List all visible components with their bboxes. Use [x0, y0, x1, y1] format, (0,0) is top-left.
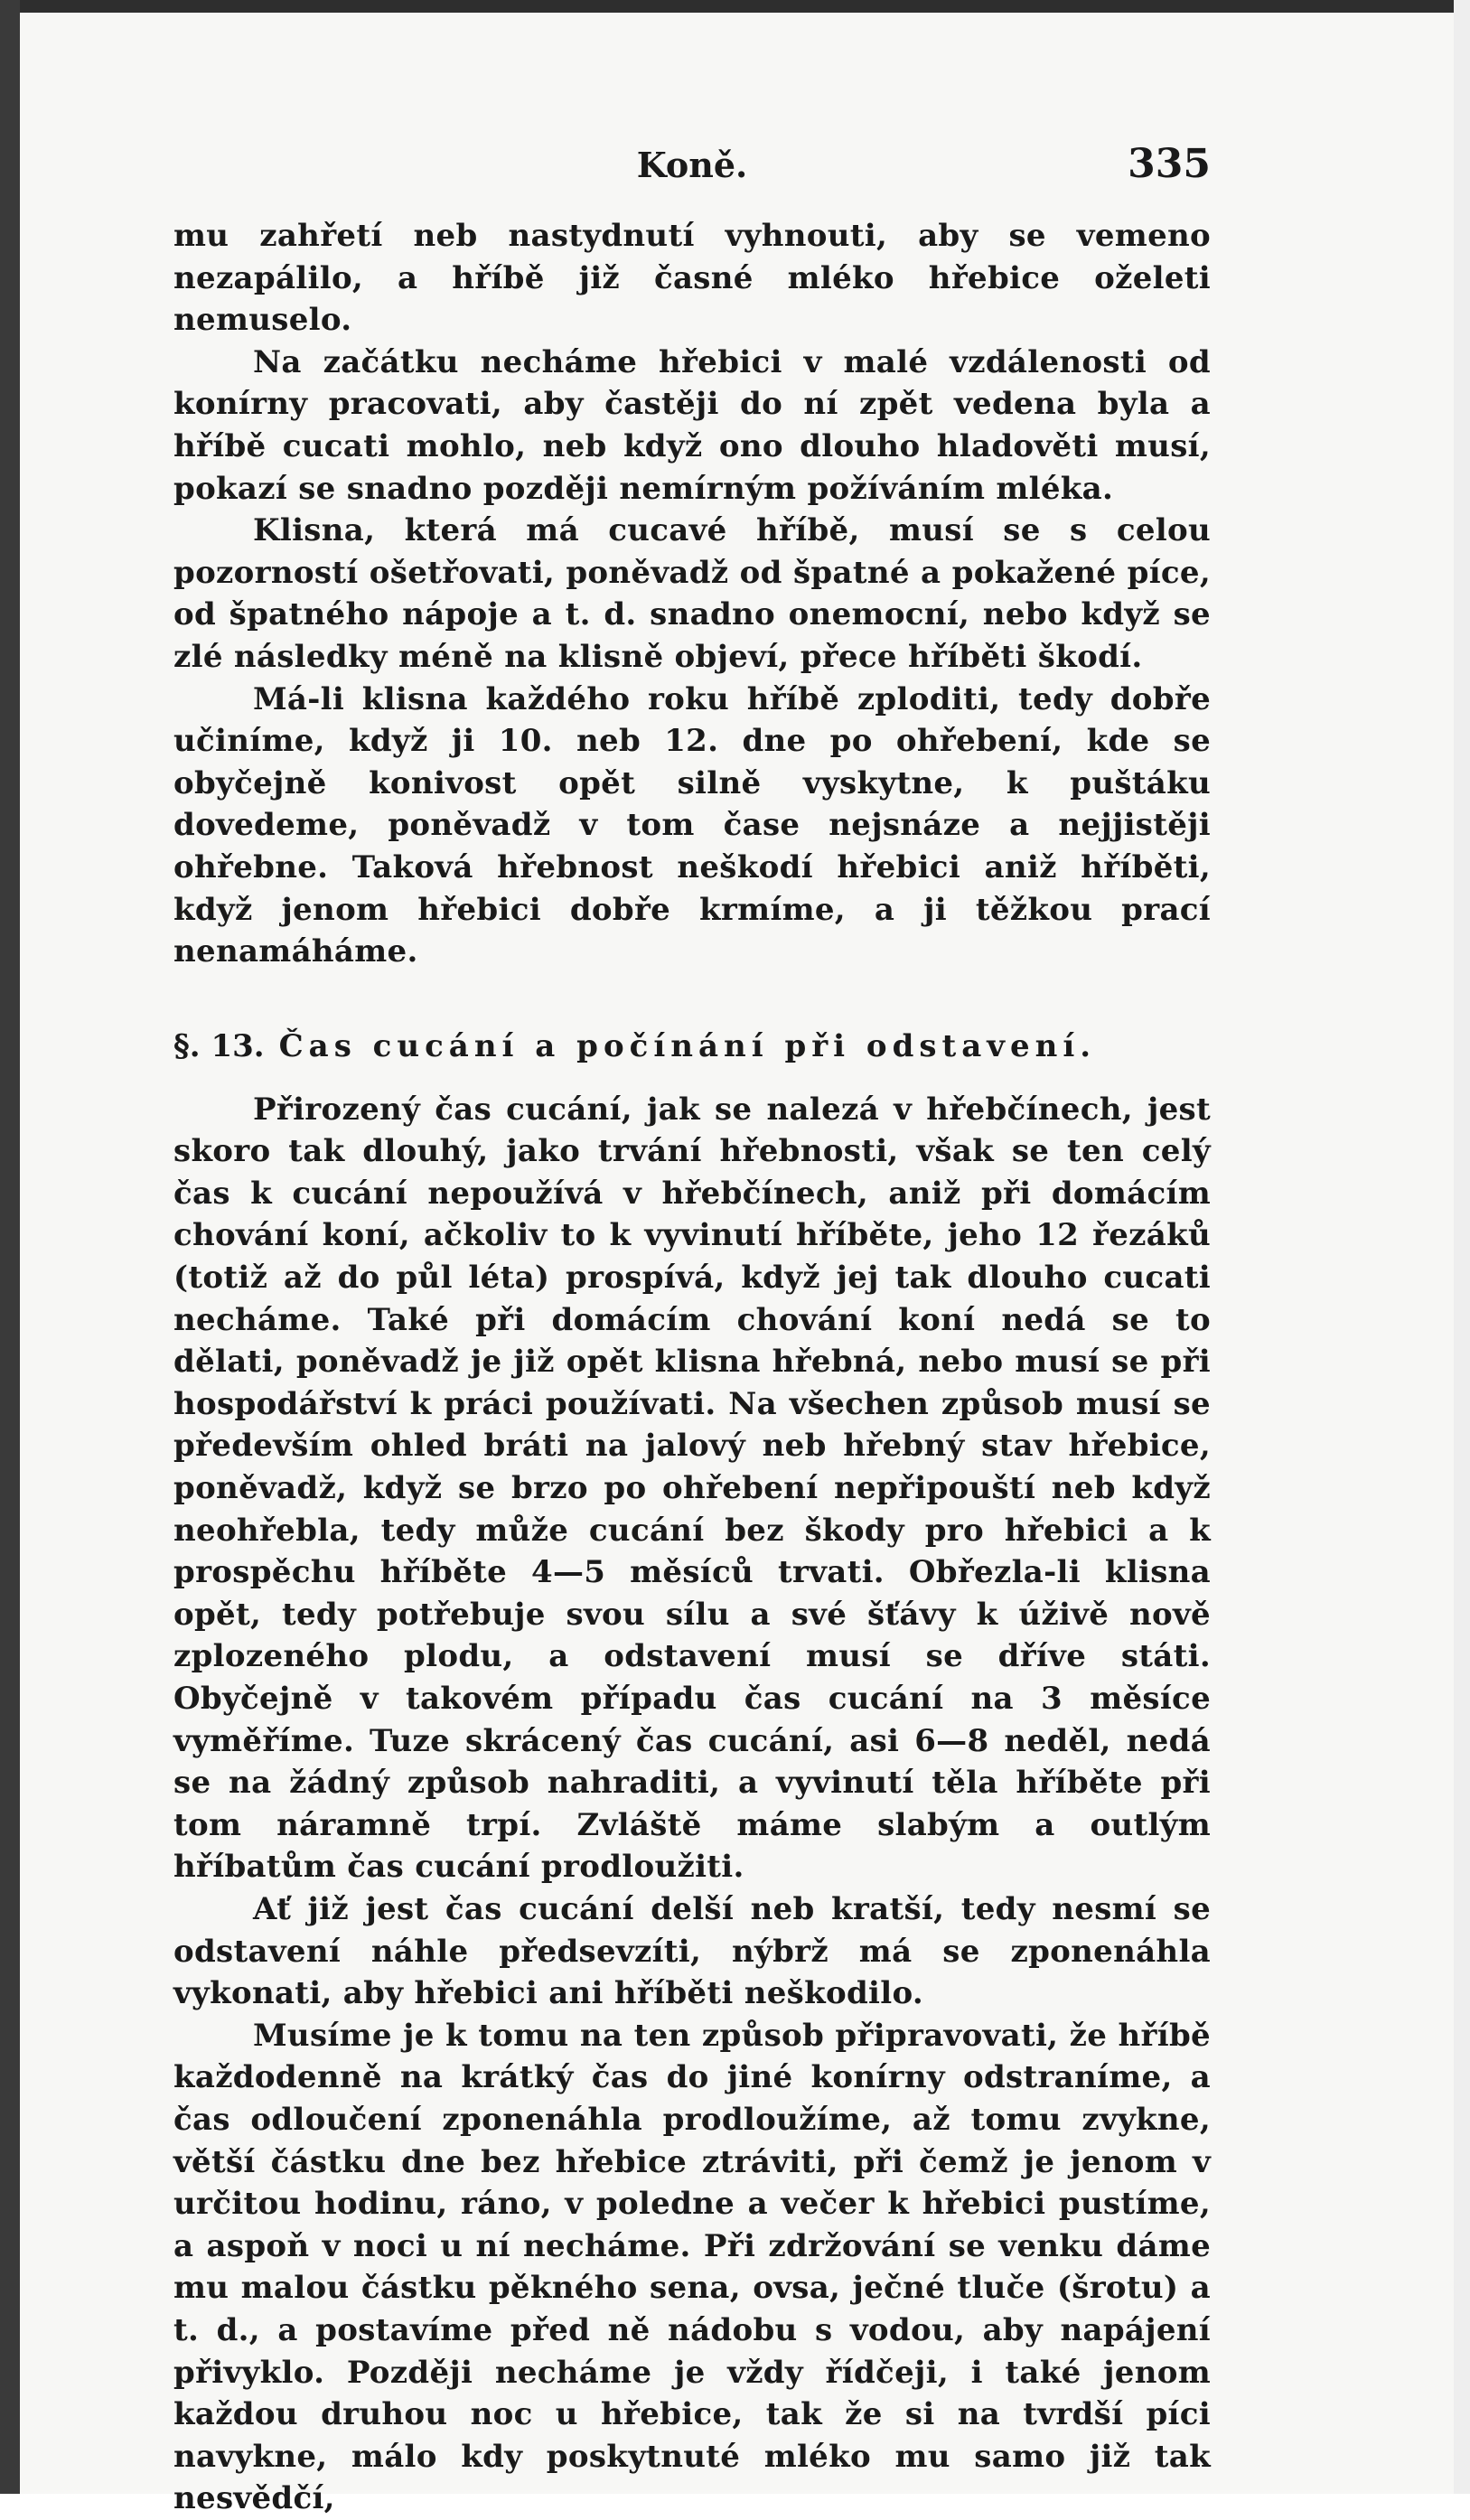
- scan-right-margin: [1454, 0, 1470, 2494]
- paragraph: Musíme je k tomu na ten způsob připravovati, že hříbě každodenně na krátký čas do jiné konírny odstraníme, a čas odloučení zponenáhla prodloužíme, až tomu zvykne, větší částku dne bez hřebice ztráviti, při čemž je jenom v určitou hodinu, ráno, v poledne a večer k hřebici pustíme, a aspoň v noci u ní necháme. Při zdržování se venku dáme mu malou částku pěkného sena, ovsa, ječné tluče (šrotu) a t. d., a postavíme před ně nádobu s vodou, aby napájení přivyklo. Později necháme je vždy řídčeji, i také jenom každou druhou noc u hřebice, tak že si na tvrdší píci navykne, málo kdy poskytnuté mléko mu samo již tak nesvědčí,: [173, 2017, 1211, 2517]
- scan-top-edge: [0, 0, 1470, 13]
- running-title: Koně.: [636, 145, 748, 185]
- scan-left-edge: [0, 0, 20, 2494]
- section-heading: [173, 1026, 1211, 1067]
- section-title: Čas cucání a počínání při odstavení.: [278, 1027, 1097, 1064]
- paragraph: Klisna, která má cucavé hříbě, musí se s celou pozorností ošetřovati, poněvadž od špatné a pokažené píce, od špatného nápoje a t. d. snadno onemocní, nebo když se zlé následky méně na klisně objeví, přece hříběti škodí.: [173, 512, 1211, 675]
- paragraph: Na začátku necháme hřebici v malé vzdálenosti od konírny pracovati, aby častěji do ní zpět vedena byla a hříbě cucati mohlo, neb když ono dlouho hladověti musí, pokazí se snadno později nemírným požíváním mléka.: [173, 343, 1211, 507]
- running-head: [173, 136, 1211, 190]
- section-number: §. 13.: [173, 1027, 265, 1064]
- page-number: 335: [1128, 141, 1211, 187]
- paragraph: Má-li klisna každého roku hříbě zploditi, tedy dobře učiníme, když ji 10. neb 12. dne po ohřebení, kde se obyčejně konivost opět silně vyskytne, k puštáku dovedeme, poněvadž v tom čase nejsnáze a nejjistěji ohřebne. Taková hřebnost neškodí hřebici aniž hříběti, když jenom hřebici dobře krmíme, a ji těžkou prací nenamáháme.: [173, 680, 1211, 970]
- paragraph-continued: mu zahřetí neb nastydnutí vyhnouti, aby se vemeno nezapálilo, a hříbě již časné mléko hřebice oželeti nemuselo.: [173, 218, 1211, 339]
- paragraph: Ať již jest čas cucání delší neb kratší, tedy nesmí se odstavení náhle předsevzíti, nýbrž má se zponenáhla vykonati, aby hřebici ani hříběti neškodilo.: [173, 1890, 1211, 2012]
- header-spacer: [173, 190, 1211, 215]
- paragraph: Přirozený čas cucání, jak se nalezá v hřebčínech, jest skoro tak dlouhý, jako trvání hřebnosti, však se ten celý čas k cucání nepoužívá v hřebčínech, aniž při domácím chování koní, ačkoliv to k vyvinutí hříběte, jeho 12 řezáků (totiž až do půl léta) prospívá, když jej tak dlouho cucati necháme. Také při domácím chování koní nedá se to dělati, poněvadž je již opět klisna hřebná, nebo musí se při hospodářství k práci používati. Na všechen způsob musí se především ohled bráti na jalový neb hřebný stav hřebice, poněvadž, když se brzo po ohřebení nepřipouští neb když neohřebla, tedy může cucání bez škody pro hřebici a k prospěchu hříběte 4—5 měsíců trvati. Obřezla-li klisna opět, tedy potřebuje svou sílu a své šťávy k úživě nově zplozeného plodu, a odstavení musí se dříve státi. Obyčejně v takovém případu čas cucání na 3 měsíce vyměříme. Tuze skrácený čas cucání, asi 6—8 neděl, nedá se na žádný způsob nahraditi, a vyvinutí těla hříběte při tom náramně trpí. Zvláště máme slabým a outlým hříbatům čas cucání prodloužiti.: [173, 1091, 1211, 1886]
- page-text: [173, 136, 1211, 2520]
